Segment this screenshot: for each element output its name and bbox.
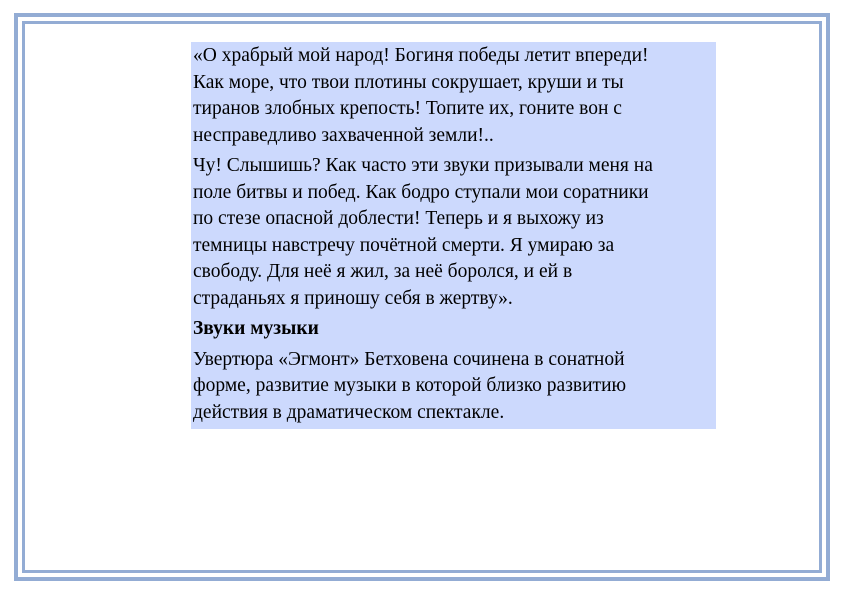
text-block — [191, 42, 716, 429]
text-line: Как море, что твои плотины сокрушает, круши и ты — [193, 71, 624, 93]
text-line: свободу. Для неё я жил, за неё боролся, и ей в — [193, 261, 573, 282]
description-paragraph — [193, 347, 716, 427]
text-line: страданьях я приношу себя в жертву». — [193, 287, 513, 309]
text-line: несправедливо захваченной земли!.. — [193, 124, 494, 146]
text-line: тиранов злобных крепость! Топите их, гоните вон с — [193, 98, 622, 119]
text-line: Увертюра «Эгмонт» Бетховена сочинена в сонатной — [193, 348, 625, 370]
text-line: форме, развитие музыки в которой близко развитию — [193, 375, 627, 396]
text-line: действия в драматическом спектакле. — [193, 401, 505, 423]
text-line: поле битвы и побед. Как бодро ступали мои соратники — [193, 181, 649, 203]
text-line: «О храбрый мой народ! Богиня победы летит впереди! — [193, 45, 649, 66]
quote-paragraph-1 — [193, 43, 716, 149]
section-heading: Звуки музыки — [193, 318, 319, 339]
text-line: темницы навстречу почётной смерти. Я умираю за — [193, 234, 615, 256]
text-line: Чу! Слышишь? Как часто эти звуки призывали меня на — [193, 155, 653, 176]
quote-paragraph-2 — [193, 153, 716, 312]
text-line: по стезе опасной доблести! Теперь и я выхожу из — [193, 208, 604, 229]
